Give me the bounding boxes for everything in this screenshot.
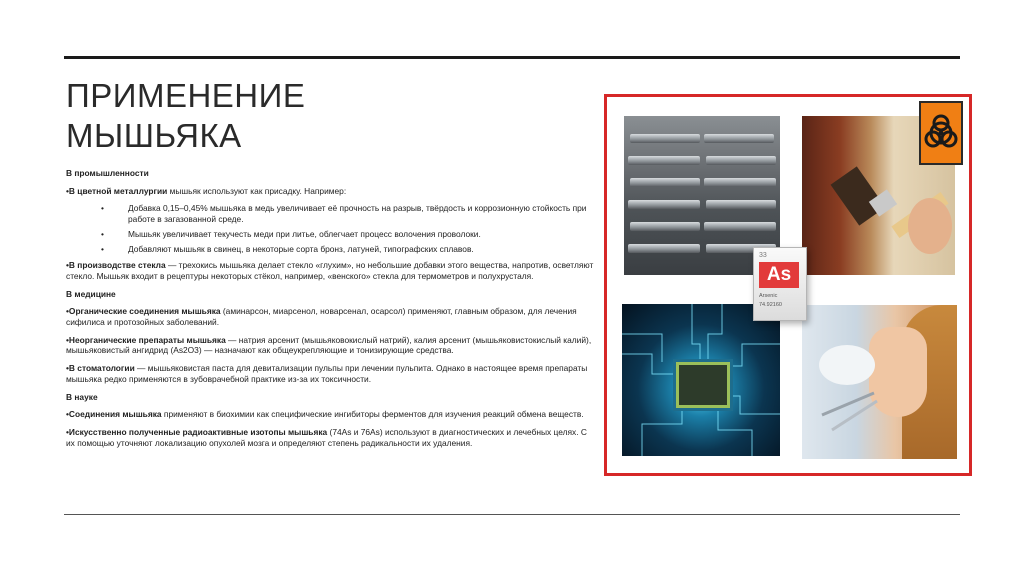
ingot bbox=[628, 156, 700, 165]
ingot bbox=[628, 200, 700, 209]
ingot bbox=[704, 178, 776, 187]
biohazard-sign bbox=[919, 101, 963, 165]
arsenic-element-card bbox=[753, 247, 807, 321]
paragraph-bold: •В стоматологии bbox=[66, 363, 135, 374]
section-heading-medicine: В медицине bbox=[66, 288, 116, 299]
atomic-mass: 74.92160 bbox=[759, 302, 782, 308]
top-rule bbox=[64, 56, 960, 59]
paragraph-bold: •Соединения мышьяка bbox=[66, 409, 162, 420]
dental-tools-icon bbox=[802, 305, 957, 459]
element-symbol: As bbox=[759, 262, 799, 288]
paragraph-dentistry bbox=[66, 363, 596, 384]
microchip-photo bbox=[622, 304, 780, 456]
title-line-1: ПРИМЕНЕНИЕ bbox=[66, 77, 306, 114]
ingot bbox=[630, 134, 700, 143]
paragraph-text: применяют в биохимии как специфические ингибиторы ферментов для изучения реакций обмена веществ. bbox=[161, 409, 584, 420]
paragraph-metallurgy bbox=[66, 186, 596, 197]
section-heading-industry: В промышленности bbox=[66, 168, 149, 178]
dentist-photo bbox=[802, 305, 957, 459]
paragraph-bold: •Искусственно полученные радиоактивные изотопы мышьяка bbox=[66, 426, 328, 437]
paragraph-text: — натрия арсенит (мышьяковокислый натрий), калия арсенит (мышьяковистокислый калий), мышьяковистый ангидрид (As2O3) — назначают как общеукрепляющие и тонизирующие средства. bbox=[66, 334, 592, 356]
paragraph-text: мышьяк используют как присадку. Например: bbox=[167, 185, 347, 196]
image-collage bbox=[604, 94, 972, 476]
paragraph-text: (аминарсон, миарсенол, новарсенал, осарсол) применяют, главным образом, для лечения сифилиса и протозойных заболеваний. bbox=[66, 306, 577, 328]
slide-title bbox=[66, 76, 396, 156]
ingot bbox=[630, 178, 700, 187]
ingot bbox=[630, 222, 700, 231]
paragraph-text: — трехокись мышьяка делает стекло «глухим», но небольшие добавки этого вещества, напротив, осветляют стекло. Мышьяк входит в рецептуры некоторых стёкол, например, «венского» стекла для термометров и полухрусталя. bbox=[66, 260, 594, 281]
paragraph-text: — мышьяковистая паста для девитализации пульпы при лечении пульпита. Однако в настоящее время препараты мышьяка редко применяются в зубоврачебной практике из-за их токсичности. bbox=[66, 363, 588, 384]
ingot bbox=[704, 134, 774, 143]
paragraph-bold: •В цветной металлургии bbox=[66, 185, 168, 196]
ingot bbox=[706, 200, 776, 209]
paragraph-inorganic bbox=[66, 335, 596, 356]
paragraph-bold: •Неорганические препараты мышьяка bbox=[66, 334, 226, 345]
title-line-2: МЫШЬЯКА bbox=[66, 117, 242, 154]
list-item: • Добавка 0,15–0,45% мышьяка в медь увеличивает её прочность на разрыв, твёрдость и коррозионную стойкость при работе в загазованной среде. bbox=[128, 203, 596, 224]
microchip bbox=[676, 362, 730, 408]
list-item: • Добавляют мышьяк в свинец, в некоторые сорта бронз, латуней, типографских сплавов. bbox=[128, 244, 596, 255]
bottom-rule bbox=[64, 514, 960, 515]
paragraph-isotopes bbox=[66, 427, 596, 448]
ingot bbox=[704, 222, 776, 231]
element-name: Arsenic bbox=[759, 293, 778, 299]
paragraph-bold: •В производстве стекла bbox=[66, 260, 166, 271]
paragraph-bold: •Органические соединения мышьяка bbox=[66, 306, 221, 317]
paragraph-glass bbox=[66, 260, 596, 281]
paragraph-organic bbox=[66, 306, 596, 327]
atomic-number: 33 bbox=[759, 252, 767, 259]
ingot bbox=[706, 156, 776, 165]
section-heading-science: В науке bbox=[66, 391, 98, 402]
ingot bbox=[628, 244, 700, 253]
paragraph-text: (74As и 76As) используют в диагностических и лечебных целях. С их помощью уточняют локализацию опухолей мозга и определяют степень радикальности их удаления. bbox=[66, 426, 587, 448]
paragraph-compounds bbox=[66, 409, 596, 420]
biohazard-icon bbox=[921, 103, 961, 163]
body-text bbox=[66, 168, 596, 455]
list-item: • Мышьяк увеличивает текучесть меди при литье, облегчает процесс волочения проволоки. bbox=[128, 229, 596, 240]
metallurgy-list bbox=[66, 203, 596, 254]
